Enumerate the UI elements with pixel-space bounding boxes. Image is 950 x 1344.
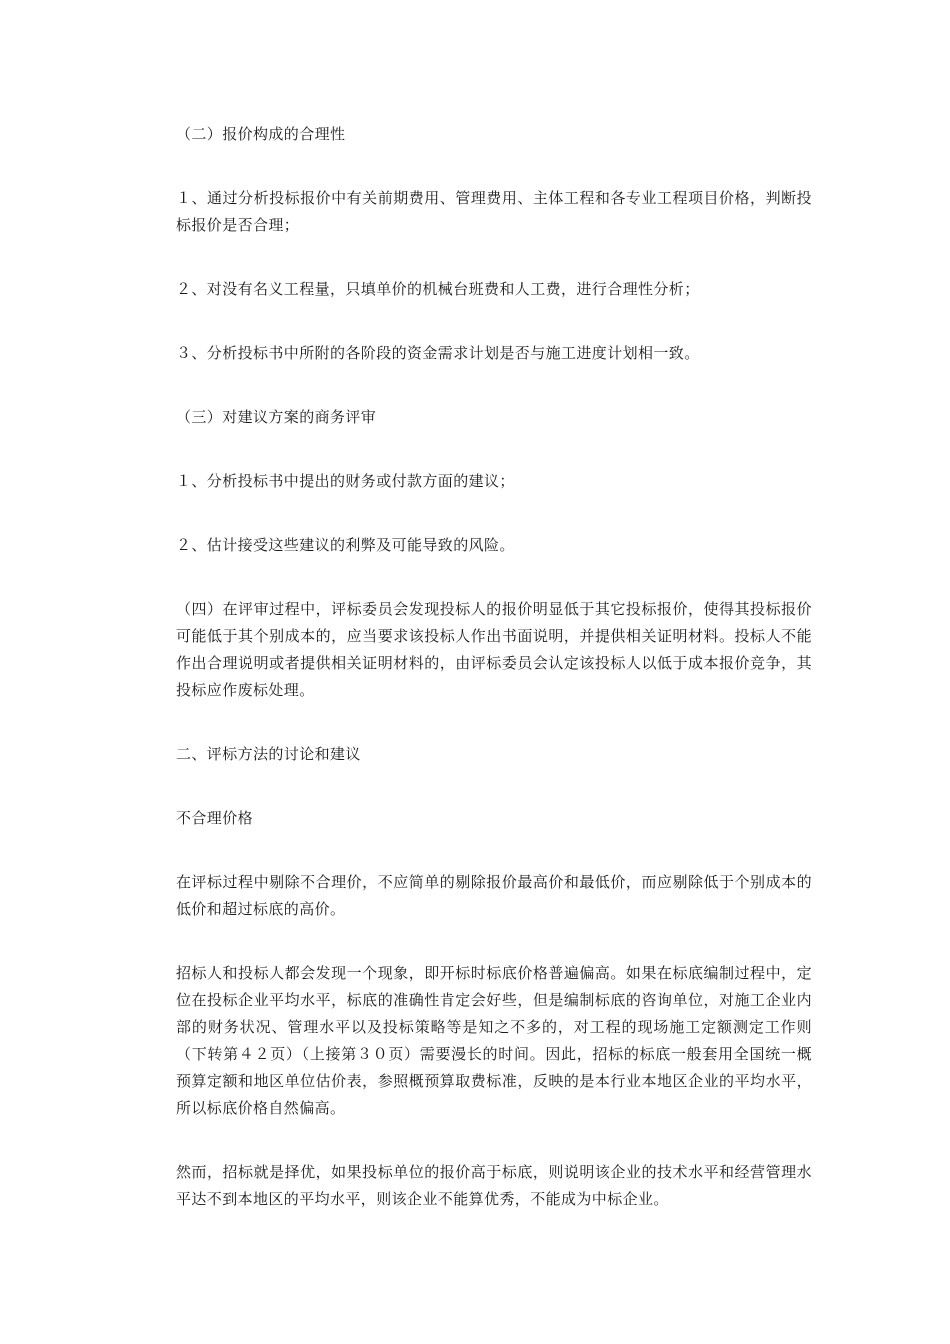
list-item-pricing-3: ３、分析投标书中所附的各阶段的资金需求计划是否与施工进度计划相一致。 xyxy=(176,344,700,362)
paragraph-review-process: （四）在评审过程中，评标委员会发现投标人的报价明显低于其它投标报价，使得其投标报价可能低于其个别成本的，应当要求该投标人作出书面说明，并提供相关证明材料。投标人不能作出合理说明或者提供相关证明材料的，由评标委员会认定该投标人以低于成本报价竞争，其投标应作废标处理。 xyxy=(176,600,812,699)
document-body xyxy=(176,121,812,1250)
list-item-pricing-1: １、通过分析投标报价中有关前期费用、管理费用、主体工程和各专业工程项目价格，判断投标报价是否合理； xyxy=(176,189,812,234)
paragraph-selecting-best: 然而，招标就是择优，如果投标单位的报价高于标底，则说明该企业的技术水平和经营管理水平达不到本地区的平均水平，则该企业不能算优秀，不能成为中标企业。 xyxy=(176,1163,812,1208)
section-heading-evaluation-methods: 二、评标方法的讨论和建议 xyxy=(176,745,361,763)
list-item-proposal-2: ２、估计接受这些建议的利弊及可能导致的风险。 xyxy=(176,536,515,554)
list-item-proposal-1: １、分析投标书中提出的财务或付款方面的建议； xyxy=(176,472,515,490)
section-heading-pricing-rationality: （二）报价构成的合理性 xyxy=(176,125,346,143)
list-item-pricing-2: ２、对没有名义工程量，只填单价的机械台班费和人工费，进行合理性分析； xyxy=(176,280,700,298)
paragraph-remove-unreasonable-price: 在评标过程中剔除不合理价，不应简单的剔除报价最高价和最低价，而应剔除低于个别成本的低价和超过标底的高价。 xyxy=(176,873,812,918)
paragraph-base-price-bias: 招标人和投标人都会发现一个现象，即开标时标底价格普遍偏高。如果在标底编制过程中，定位在投标企业平均水平，标底的准确性肯定会好些，但是编制标底的咨询单位，对施工企业内部的财务状况、管理水平以及投标策略等是知之不多的，对工程的现场施工定额测定工作则（下转第４２页）（上接第３０页）需要漫长的时间。因此，招标的标底一般套用全国统一概预算定额和地区单位估价表，参照概预算取费标准，反映的是本行业本地区企业的平均水平，所以标底价格自然偏高。 xyxy=(176,964,812,1117)
section-heading-proposal-review: （三）对建议方案的商务评审 xyxy=(176,408,377,426)
subheading-unreasonable-price: 不合理价格 xyxy=(176,809,254,827)
